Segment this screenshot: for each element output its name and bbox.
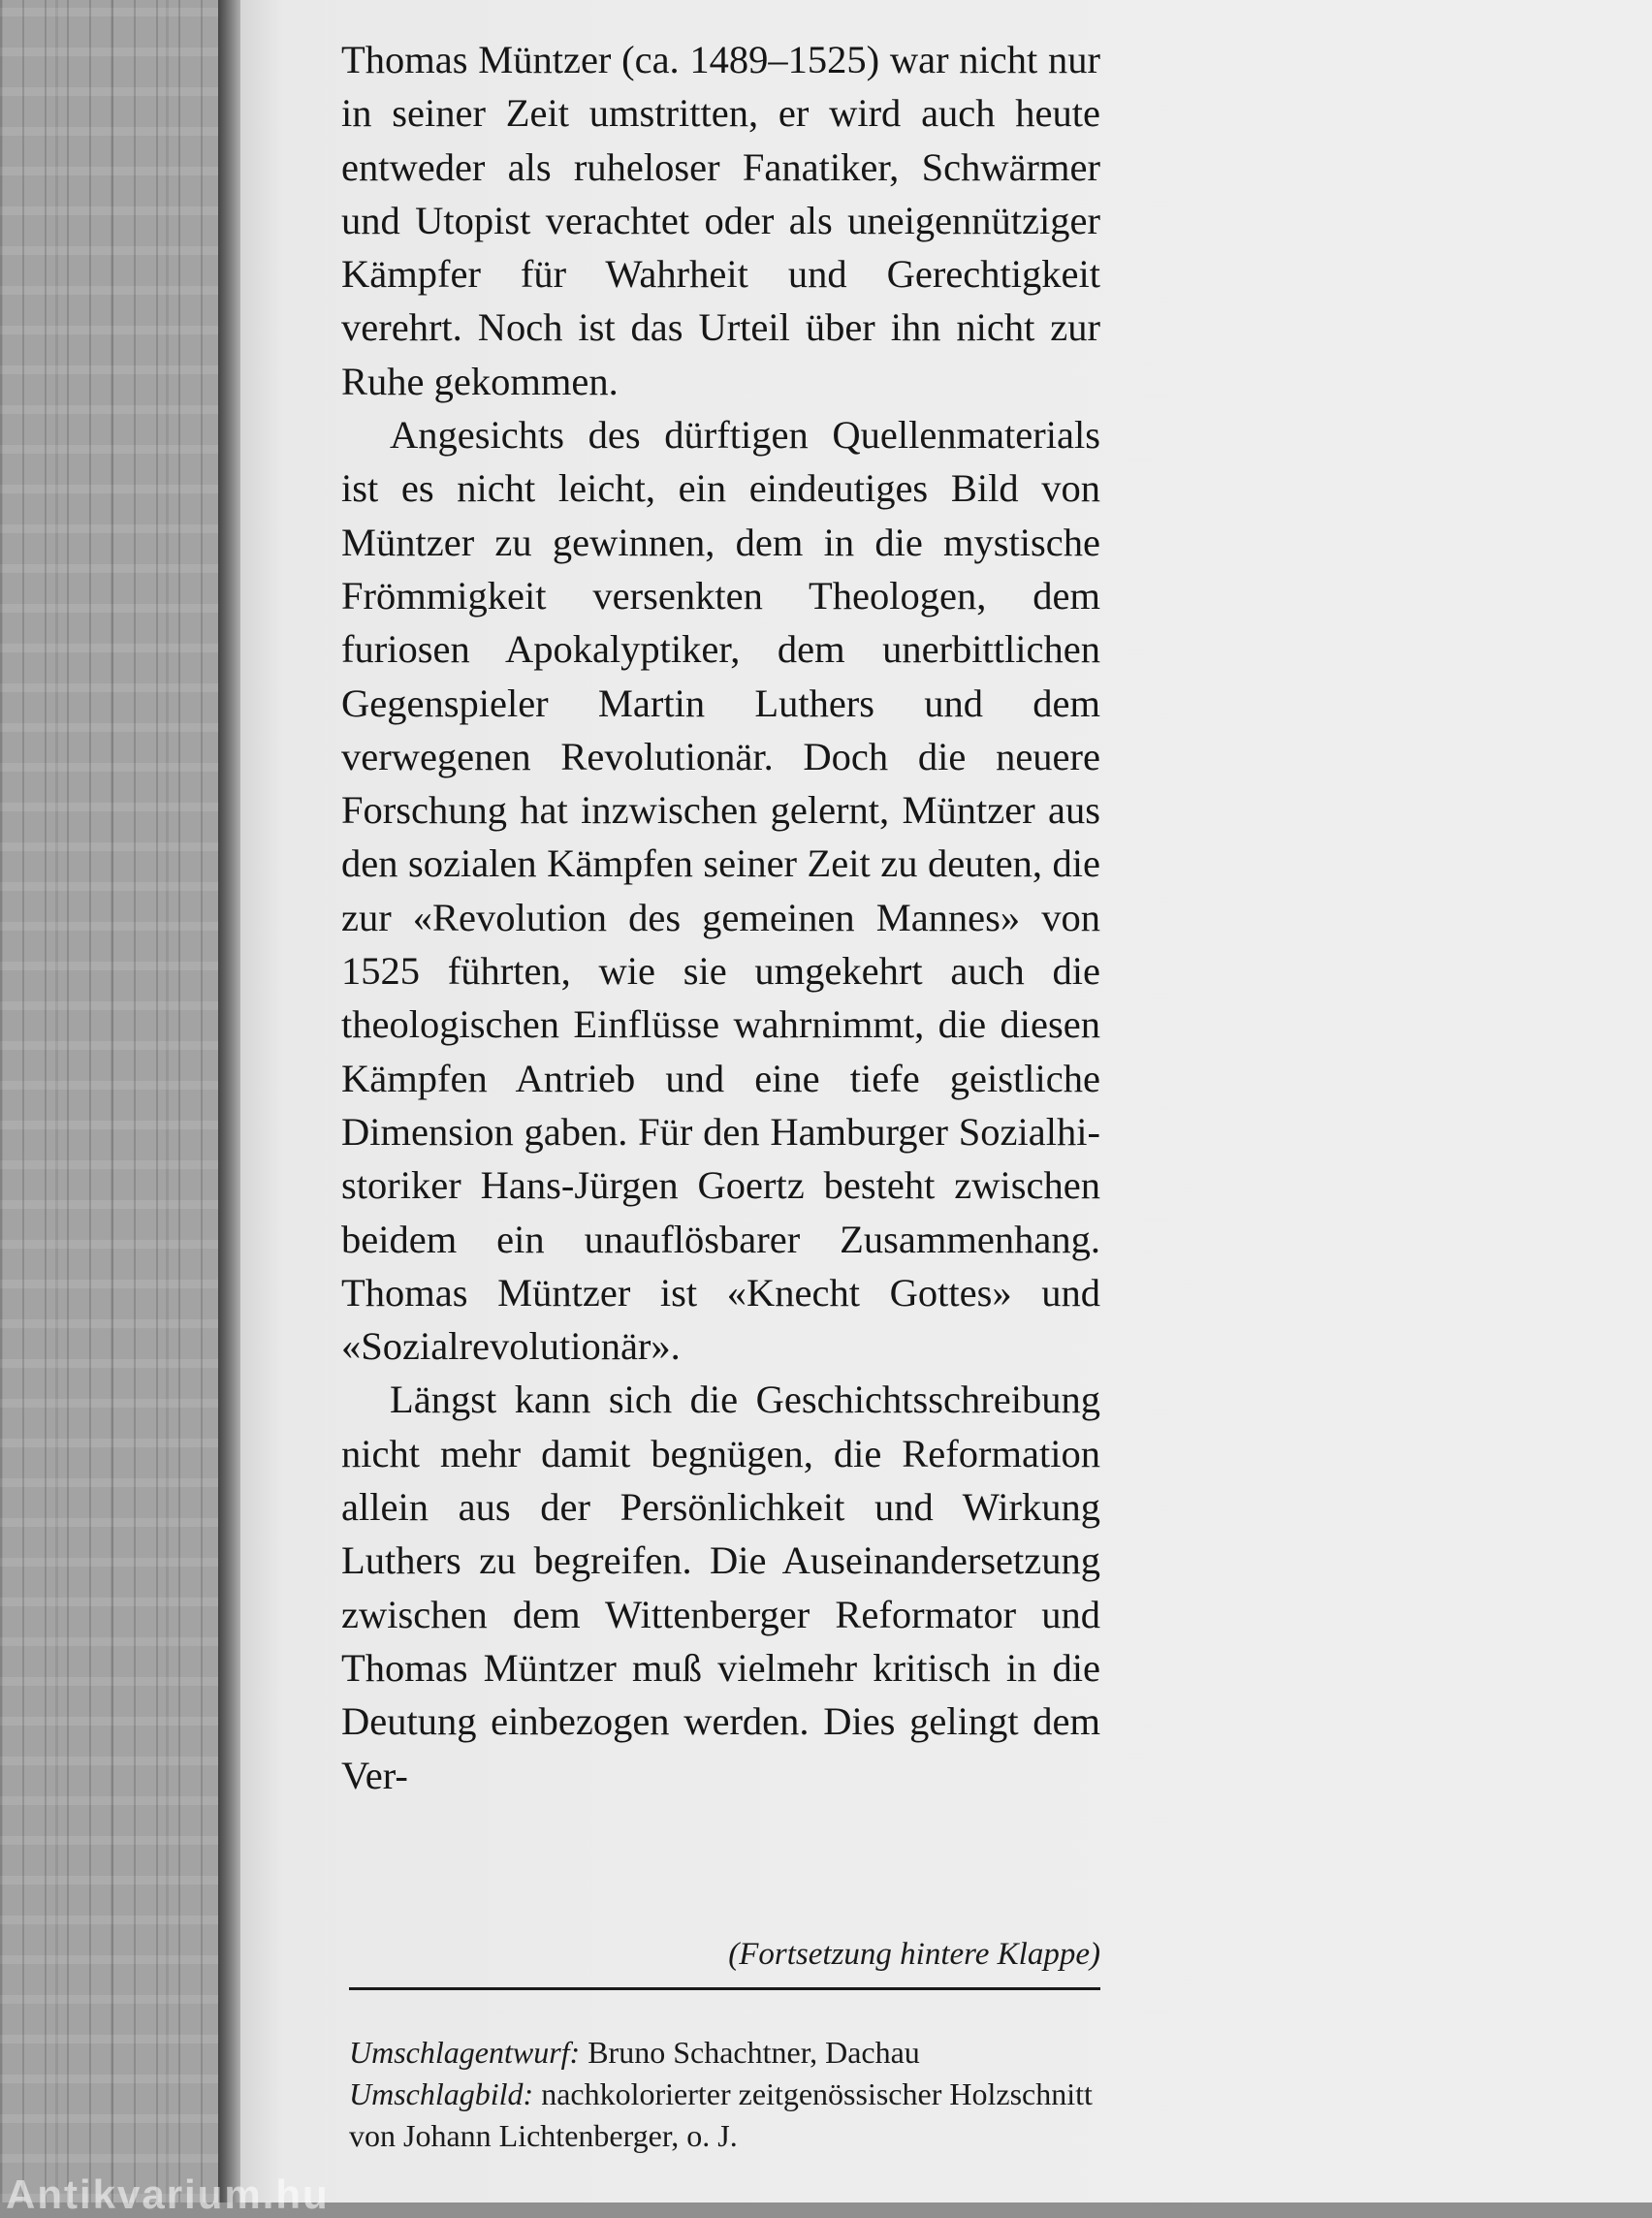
cover-design-credit [349,2032,1100,2074]
cover-credits [349,2032,1100,2157]
cover-design-label: Umschlagentwurf: [349,2035,581,2070]
blurb-paragraph-2: Angesichts des dürftigen Quellenmaterials ist es nicht leicht, ein eindeutiges Bild von Müntzer zu gewinnen, dem in die mystische Frömmigkeit versenkten Theologen, dem furiosen Apokalyptiker, dem unerbittlichen Gegenspieler Martin Luthers und dem verwegenen Revolutionär. Doch die neuere Forschung hat inzwischen gelernt, Müntzer aus den sozialen Kämpfen seiner Zeit zu deuten, die zur «Revolution des gemeinen Mannes» von 1525 führten, wie sie umgekehrt auch die theologischen Einflüsse wahrnimmt, die diesen Kämpfen Antrieb und eine tiefe geistliche Dimension gaben. Für den Hamburger Sozialhistoriker Hans-Jürgen Goertz besteht zwischen beidem ein unauflösbarer Zusammenhang. Thomas Müntzer ist «Knecht Gottes» und «Sozialrevolutionär». [341,413,1100,1369]
blurb-paragraph-1: Thomas Müntzer (ca. 1489–1525) war nicht nur in seiner Zeit umstritten, er wird auch heute entweder als ruheloser Fanatiker, Schwärmer und Utopist verachtet oder als uneigennütziger Kämpfer für Wahrheit und Gerechtigkeit verehrt. Noch ist das Urteil über ihn nicht zur Ruhe gekommen. [341,38,1100,403]
blurb-paragraph-3: Längst kann sich die Geschichtsschreibung nicht mehr damit begnügen, die Reformation allein aus der Persönlichkeit und Wirkung Luthers zu begreifen. Die Auseinandersetzung zwischen dem Wittenberger Reformator und Thomas Müntzer muß vielmehr kritisch in die Deutung einbezogen werden. Dies gelingt dem Ver- [341,1378,1100,1797]
watermark: Antikvarium.hu [6,2171,330,2217]
cover-design-value: Bruno Schachtner, Dachau [588,2035,920,2070]
cover-image-credit [349,2074,1100,2157]
adjacent-cover-strip [0,0,225,2202]
cover-image-label: Umschlagbild: [349,2076,534,2111]
divider-rule [349,1987,1100,1990]
continuation-note: (Fortsetzung hintere Klappe) [728,1937,1100,1972]
cover-image-value: nachkolorierter zeitgenössischer Holzschnitt von Johann Lichtenberger, o. J. [349,2076,1093,2153]
blurb-text [341,33,1100,1802]
